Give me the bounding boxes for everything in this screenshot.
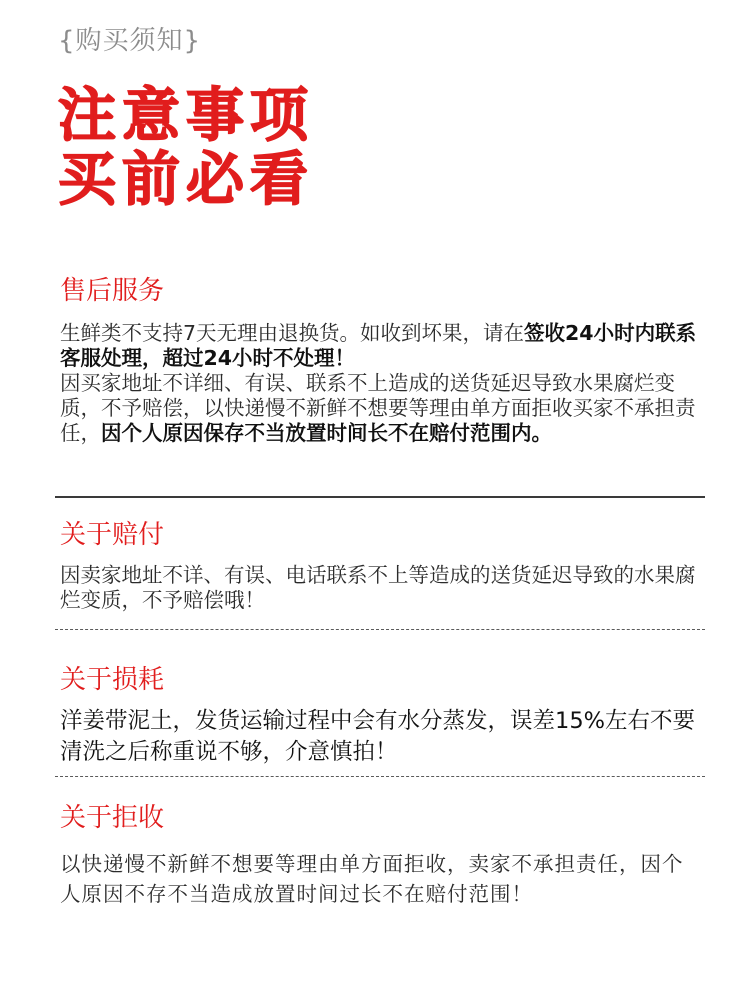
header-tag: {购买须知} (58, 26, 202, 56)
section-body-after-sales (60, 321, 710, 446)
headline-line-1: 注意事项 (58, 81, 315, 149)
section-title-refusal: 关于拒收 (60, 803, 165, 833)
after-sales-text-2: 签收24小时内联系客服处理，超过24小时不处理！ (60, 321, 697, 370)
after-sales-text-1: 生鲜类不支持7天无理由退换货。如收到坏果，请在 (60, 321, 525, 345)
after-sales-text-4: 因个人原因保存不当放置时间长不在赔付范围内。 (101, 421, 552, 445)
after-sales-text-3: 因买家地址不详细、有误、联系不上造成的送货延迟导致水果腐烂变质，不予赔偿，以快递慢不新鲜不想要等理由单方面拒收买家不承担责任， (60, 371, 696, 445)
divider-dashed-2 (55, 776, 705, 777)
section-body-refusal: 以快递慢不新鲜不想要等理由单方面拒收，卖家不承担责任，因个人原因不存不当造成放置时间过长不在赔付范围！ (60, 852, 684, 906)
section-title-loss: 关于损耗 (60, 665, 165, 695)
section-title-after-sales: 售后服务 (60, 276, 165, 306)
headline-line-2: 买前必看 (58, 145, 315, 213)
section-body-compensation: 因卖家地址不详、有误、电话联系不上等造成的送货延迟导致的水果腐烂变质，不予赔偿哦！ (60, 563, 696, 612)
section-title-compensation: 关于赔付 (60, 520, 165, 550)
divider-solid (55, 496, 705, 498)
section-body-loss: 洋姜带泥土，发货运输过程中会有水分蒸发，误差15%左右不要清洗之后称重说不够，介意慎拍！ (60, 708, 696, 765)
divider-dashed-1 (55, 629, 705, 630)
